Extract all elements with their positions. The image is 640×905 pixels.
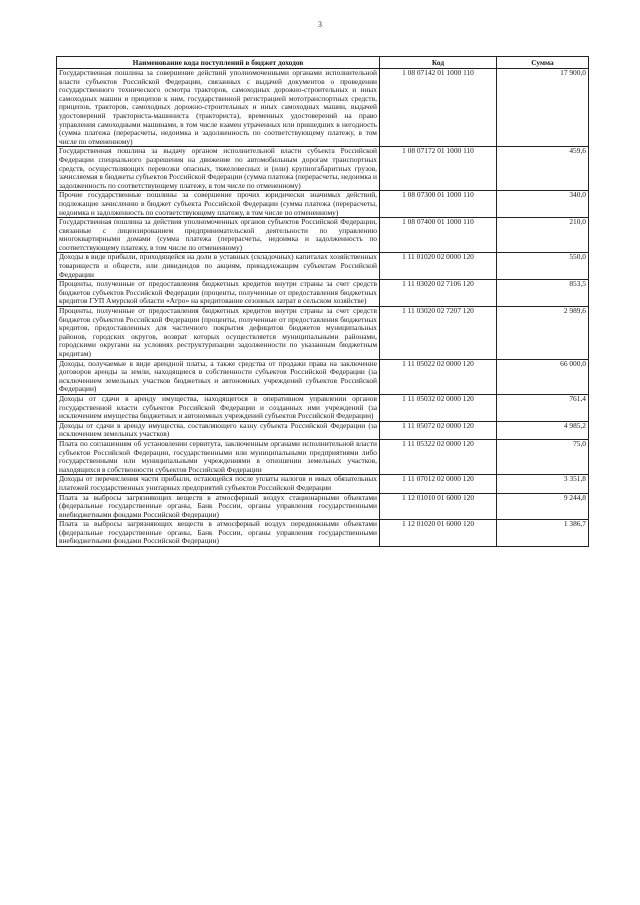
revenue-name: Доходы от сдачи в аренду имущества, составляющего казну субъекта Российской Федерации (за исключением земельных участков) [57,421,380,439]
page-number: 3 [318,20,322,29]
header-sum: Сумма [497,57,589,69]
budget-revenue-table [56,56,589,547]
revenue-name: Прочие государственные пошлины за совершение прочих юридически значимых действий, подлежащие зачислению в бюджет субъекта Российской Федерации (сумма платежа (перерасчеты, недоимка и задолженность по соответствующему платежу, в том числе по отмененному) [57,191,380,218]
table-row [57,307,589,360]
table-row [57,439,589,474]
revenue-sum: 853,5 [497,280,589,307]
revenue-sum: 9 244,8 [497,493,589,520]
table-row [57,359,589,394]
revenue-code: 1 11 05322 02 0000 120 [380,439,497,474]
revenue-code: 1 11 01020 02 0000 120 [380,253,497,280]
revenue-code: 1 12 01010 01 6000 120 [380,493,497,520]
revenue-sum: 210,0 [497,218,589,253]
table-row [57,280,589,307]
revenue-name: Государственная пошлина за совершение действий уполномоченными органами исполнительной власти субъектов Российской Федерации, связанных с выдачей документов о проведении государственного технического осмотра тракторов, самоходных дорожно-строительных и иных самоходных машин и прицепов к ним, государственной регистрацией мототранспортных средств, прицепов, тракторов, самоходных дорожно-строительных и иных самоходных машин, выдачей удостоверений тракториста-машиниста (тракториста), временных удостоверений на право управления самоходными машинами, в том числе взамен утраченных или пришедших в негодность (сумма платежа (перерасчеты, недоимка и задолженность по соответствующему платежу, в том числе по отмененному) [57,69,380,147]
revenue-sum: 340,0 [497,191,589,218]
revenue-code: 1 11 07012 02 0000 120 [380,475,497,493]
table-row [57,218,589,253]
revenue-code: 1 08 07400 01 1000 110 [380,218,497,253]
revenue-name: Доходы, получаемые в виде арендной платы, а также средства от продажи права на заключение договоров аренды за земли, находящиеся в собственности субъектов Российской Федерации (за исключением земельных участков бюджетных и автономных учреждений субъектов Российской Федерации) [57,359,380,394]
revenue-sum: 66 000,0 [497,359,589,394]
revenue-code: 1 08 07142 01 1000 110 [380,69,497,147]
revenue-code: 1 11 05072 02 0000 120 [380,421,497,439]
table-row [57,475,589,493]
table-row [57,69,589,147]
revenue-code: 1 11 05032 02 0000 120 [380,394,497,421]
revenue-sum: 4 985,2 [497,421,589,439]
revenue-sum: 459,6 [497,147,589,191]
revenue-name: Государственная пошлина за действия уполномоченных органов субъектов Российской Федерации, связанные с лицензированием предпринимательской деятельности по управлению многоквартирными домами (сумма платежа (перерасчеты, недоимка и задолженность по соответствующему платежу, в том числе по отмененному) [57,218,380,253]
revenue-sum: 17 900,0 [497,69,589,147]
header-code: Код [380,57,497,69]
revenue-sum: 3 351,8 [497,475,589,493]
revenue-code: 1 08 07172 01 1000 110 [380,147,497,191]
revenue-sum: 2 989,6 [497,307,589,360]
revenue-code: 1 11 05022 02 0000 120 [380,359,497,394]
revenue-name: Доходы от сдачи в аренду имущества, находящегося в оперативном управлении органов государственной власти субъектов Российской Федерации и созданных ими учреждений (за исключением имущества бюджетных и автономных учреждений субъектов Российской Федерации) [57,394,380,421]
table-row [57,191,589,218]
revenue-name: Доходы от перечисления части прибыли, остающейся после уплаты налогов и иных обязательных платежей государственных унитарных предприятий субъектов Российской Федерации [57,475,380,493]
revenue-code: 1 08 07300 01 1000 110 [380,191,497,218]
table-header-row [57,57,589,69]
table-row [57,493,589,520]
table-row [57,253,589,280]
revenue-name: Государственная пошлина за выдачу органом исполнительной власти субъекта Российской Федерации специального разрешения на движение по автомобильным дорогам транспортных средств, осуществляющих перевозки опасных, тяжеловесных и (или) крупногабаритных грузов, зачисляемая в бюджеты субъектов Российской Федерации (сумма платежа (перерасчеты, недоимка и задолженность по соответствующему платежу, в том числе по отмененному) [57,147,380,191]
header-name: Наименование кода поступлений в бюджет доходов [57,57,380,69]
table-row [57,394,589,421]
revenue-name: Плата за выбросы загрязняющих веществ в атмосферный воздух передвижными объектами (федеральные государственные органы, Банк России, органы управления государственными внебюджетными фондами Российской Федерации) [57,520,380,547]
table-row [57,421,589,439]
revenue-name: Плата за выбросы загрязняющих веществ в атмосферный воздух стационарными объектами (федеральные государственные органы, Банк России, органы управления государственными внебюджетными фондами Российской Федерации) [57,493,380,520]
revenue-code: 1 11 03020 02 7106 120 [380,280,497,307]
revenue-code: 1 11 03020 02 7207 120 [380,307,497,360]
revenue-name: Проценты, полученные от предоставления бюджетных кредитов внутри страны за счет средств бюджетов субъектов Российской Федерации (проценты, полученные от предоставления бюджетных кредитов ГУП Амурской области «Агро» на кредитование сезонных затрат в сельском хозяйстве) [57,280,380,307]
revenue-code: 1 12 01020 01 6000 120 [380,520,497,547]
revenue-sum: 550,0 [497,253,589,280]
revenue-name: Проценты, полученные от предоставления бюджетных кредитов внутри страны за счет средств бюджетов субъектов Российской Федерации (проценты, полученные от предоставления бюджетных кредитов, предоставленных для частичного покрытия дефицитов бюджетов муниципальных районов, городских округов, возврат которых осуществляется муниципальными районами, городскими округами на условиях реструктуризации задолженности по указанным бюджетным кредитам) [57,307,380,360]
table-row [57,520,589,547]
revenue-sum: 761,4 [497,394,589,421]
revenue-sum: 75,0 [497,439,589,474]
revenue-name: Доходы в виде прибыли, приходящейся на доли в уставных (складочных) капиталах хозяйственных товариществ и обществ, или дивидендов по акциям, принадлежащим субъектам Российской Федерации [57,253,380,280]
table-row [57,147,589,191]
revenue-sum: 1 386,7 [497,520,589,547]
revenue-name: Плата по соглашениям об установлении сервитута, заключенным органами исполнительной власти субъектов Российской Федерации, государственными или муниципальными предприятиями либо государственными или муниципальными учреждениями в отношении земельных участков, находящихся в собственности субъектов Российской Федерации [57,439,380,474]
